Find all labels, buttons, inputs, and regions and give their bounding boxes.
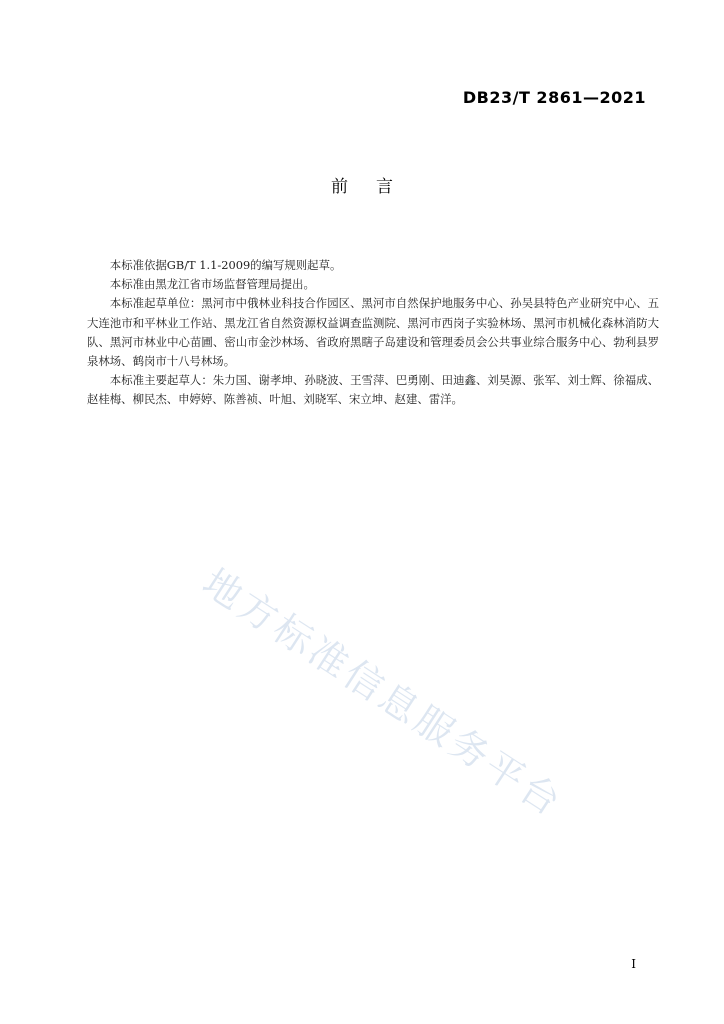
paragraph-drafting-rules: 本标准依据GB/T 1.1-2009的编写规则起草。 [109, 258, 342, 272]
watermark: 地方标准信息服务平台 [194, 560, 572, 826]
section-title: 前言 [331, 177, 421, 197]
paragraph-drafting-units: 本标准起草单位：黑河市中俄林业科技合作园区、黑河市自然保护地服务中心、孙吴县特色产业研究中心、五大连池市和平林业工作站、黑龙江省自然资源权益调查监测院、黑河市西岗子实验林场、黑河市机械化森林消防大队、黑河市林业中心苗圃、密山市金沙林场、省政府黑瞎子岛建设和管理委员会公共事业综合服务中心、勃利县罗泉林场、鹤岗市十八号林场。 [87, 296, 659, 369]
page-number: I [631, 957, 636, 971]
foreword-body [87, 256, 659, 410]
standard-code: DB23/T 2861—2021 [462, 88, 646, 107]
paragraph-drafters: 本标准主要起草人：朱力国、谢孝坤、孙晓波、王雪萍、巴勇刚、田迪鑫、刘昊源、张军、刘士辉、徐福成、赵桂梅、柳民杰、申婷婷、陈善祯、叶旭、刘晓军、宋立坤、赵建、雷洋。 [87, 373, 659, 407]
paragraph-proposer: 本标准由黑龙江省市场监督管理局提出。 [109, 277, 315, 292]
